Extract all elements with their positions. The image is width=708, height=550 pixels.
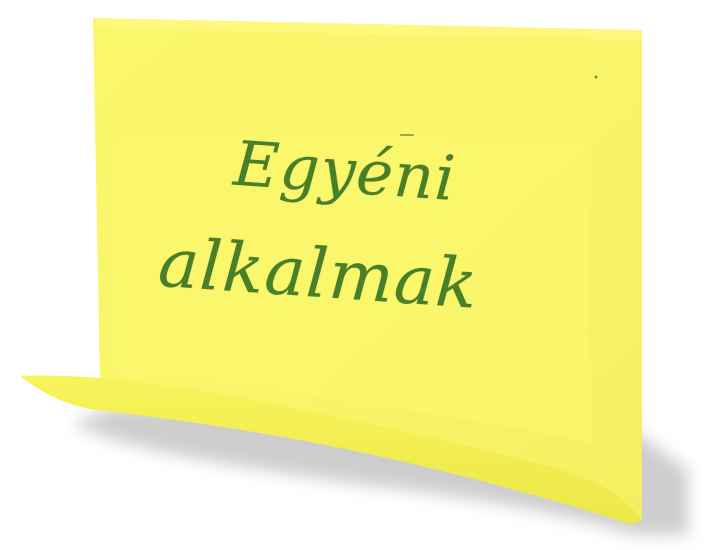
note-title-line-2: alkalmak: [155, 223, 481, 325]
note-title-line-1: Egyéni: [231, 126, 459, 216]
paper-speck: [595, 76, 598, 79]
